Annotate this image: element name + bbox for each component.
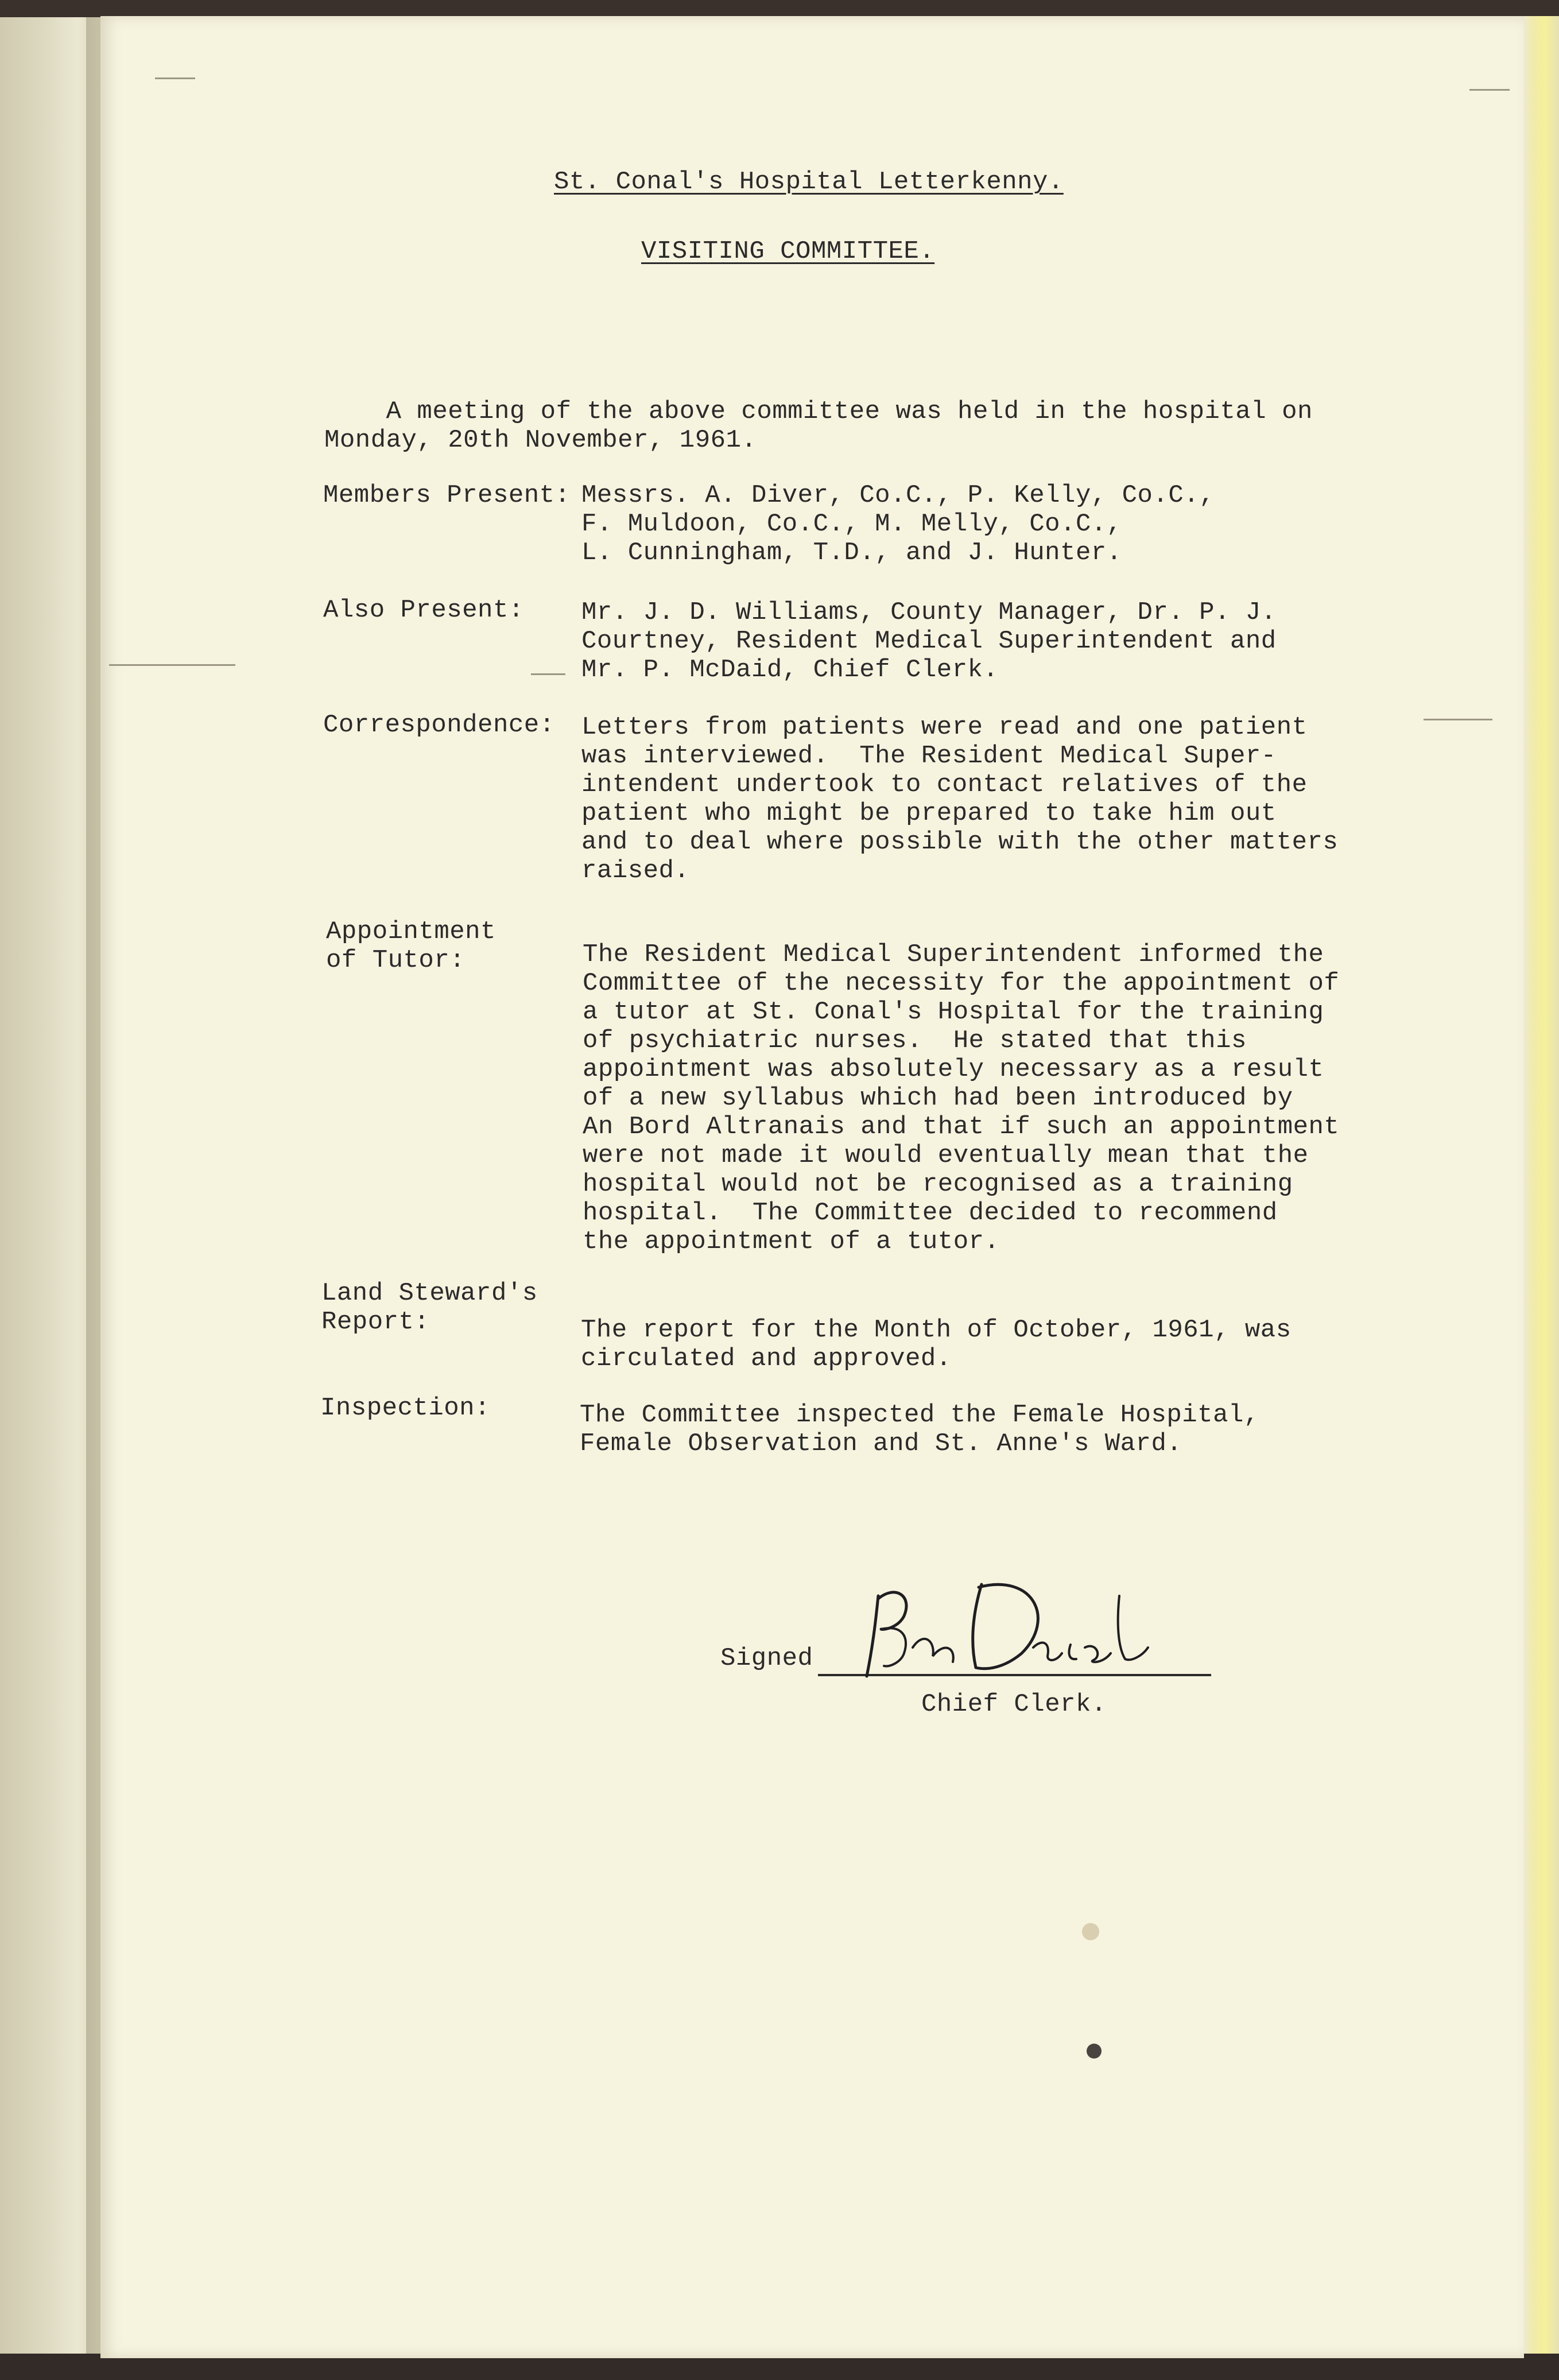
scan-top-border bbox=[0, 0, 1559, 17]
tutor-line: the appointment of a tutor. bbox=[583, 1227, 1000, 1256]
intro-line: Monday, 20th November, 1961. bbox=[324, 426, 757, 455]
correspondence-line: Letters from patients were read and one patient bbox=[581, 713, 1308, 742]
correspondence-line: intendent undertook to contact relatives of the bbox=[581, 770, 1308, 799]
tutor-line: The Resident Medical Superintendent informed the bbox=[583, 940, 1324, 969]
paper-mark bbox=[1469, 89, 1510, 91]
tutor-line: Committee of the necessity for the appointment of bbox=[583, 969, 1340, 998]
signature-title: Chief Clerk. bbox=[921, 1690, 1107, 1719]
tutor-line: were not made it would eventually mean that the bbox=[583, 1141, 1309, 1170]
section-label-correspondence: Correspondence: bbox=[323, 711, 555, 739]
header-title: St. Conal's Hospital Letterkenny. bbox=[554, 168, 1064, 196]
section-label-land: Land Steward's bbox=[321, 1279, 538, 1308]
paper-stain bbox=[1082, 1923, 1099, 1940]
members-line: L. Cunningham, T.D., and J. Hunter. bbox=[581, 538, 1122, 567]
handwritten-signature bbox=[850, 1561, 1171, 1688]
tutor-line: appointment was absolutely necessary as a result bbox=[583, 1055, 1324, 1084]
paper-mark bbox=[109, 664, 235, 666]
also-line: Courtney, Resident Medical Superintendent and bbox=[581, 627, 1277, 656]
tutor-line: of a new syllabus which had been introduced by bbox=[583, 1084, 1293, 1113]
ink-spot bbox=[1087, 2044, 1102, 2059]
tutor-line: hospital. The Committee decided to recommend bbox=[583, 1199, 1278, 1227]
signed-label: Signed bbox=[720, 1644, 813, 1673]
land-line: circulated and approved. bbox=[581, 1344, 952, 1373]
paper-mark bbox=[531, 673, 565, 675]
section-label-members: Members Present: bbox=[323, 481, 571, 510]
section-label-also: Also Present: bbox=[323, 596, 524, 625]
paper-mark bbox=[1424, 719, 1492, 720]
tutor-line: hospital would not be recognised as a training bbox=[583, 1170, 1293, 1199]
members-line: F. Muldoon, Co.C., M. Melly, Co.C., bbox=[581, 510, 1122, 538]
members-line: Messrs. A. Diver, Co.C., P. Kelly, Co.C., bbox=[581, 481, 1215, 510]
also-line: Mr. J. D. Williams, County Manager, Dr. P. J. bbox=[581, 598, 1277, 627]
also-line: Mr. P. McDaid, Chief Clerk. bbox=[581, 656, 999, 684]
land-line: The report for the Month of October, 1961, was bbox=[581, 1316, 1292, 1344]
section-label-tutor: of Tutor: bbox=[326, 946, 466, 975]
correspondence-line: was interviewed. The Resident Medical Super- bbox=[581, 742, 1277, 770]
inspection-line: Female Observation and St. Anne's Ward. bbox=[580, 1429, 1182, 1458]
tutor-line: a tutor at St. Conal's Hospital for the training bbox=[583, 998, 1324, 1026]
correspondence-line: and to deal where possible with the other matters bbox=[581, 828, 1339, 856]
tutor-line: An Bord Altranais and that if such an appointment bbox=[583, 1113, 1340, 1141]
section-label-inspection: Inspection: bbox=[320, 1394, 490, 1422]
correspondence-line: raised. bbox=[581, 856, 690, 885]
intro-line: A meeting of the above committee was held in the hospital on bbox=[324, 397, 1313, 426]
section-label-land: Report: bbox=[321, 1308, 430, 1336]
paper-mark bbox=[155, 77, 195, 79]
inspection-line: The Committee inspected the Female Hospital, bbox=[580, 1401, 1259, 1429]
header-subtitle: VISITING COMMITTEE. bbox=[641, 237, 935, 266]
correspondence-line: patient who might be prepared to take him out bbox=[581, 799, 1277, 828]
tutor-line: of psychiatric nurses. He stated that this bbox=[583, 1026, 1247, 1055]
section-label-tutor: Appointment bbox=[326, 917, 496, 946]
right-page-edges bbox=[1524, 16, 1559, 2358]
